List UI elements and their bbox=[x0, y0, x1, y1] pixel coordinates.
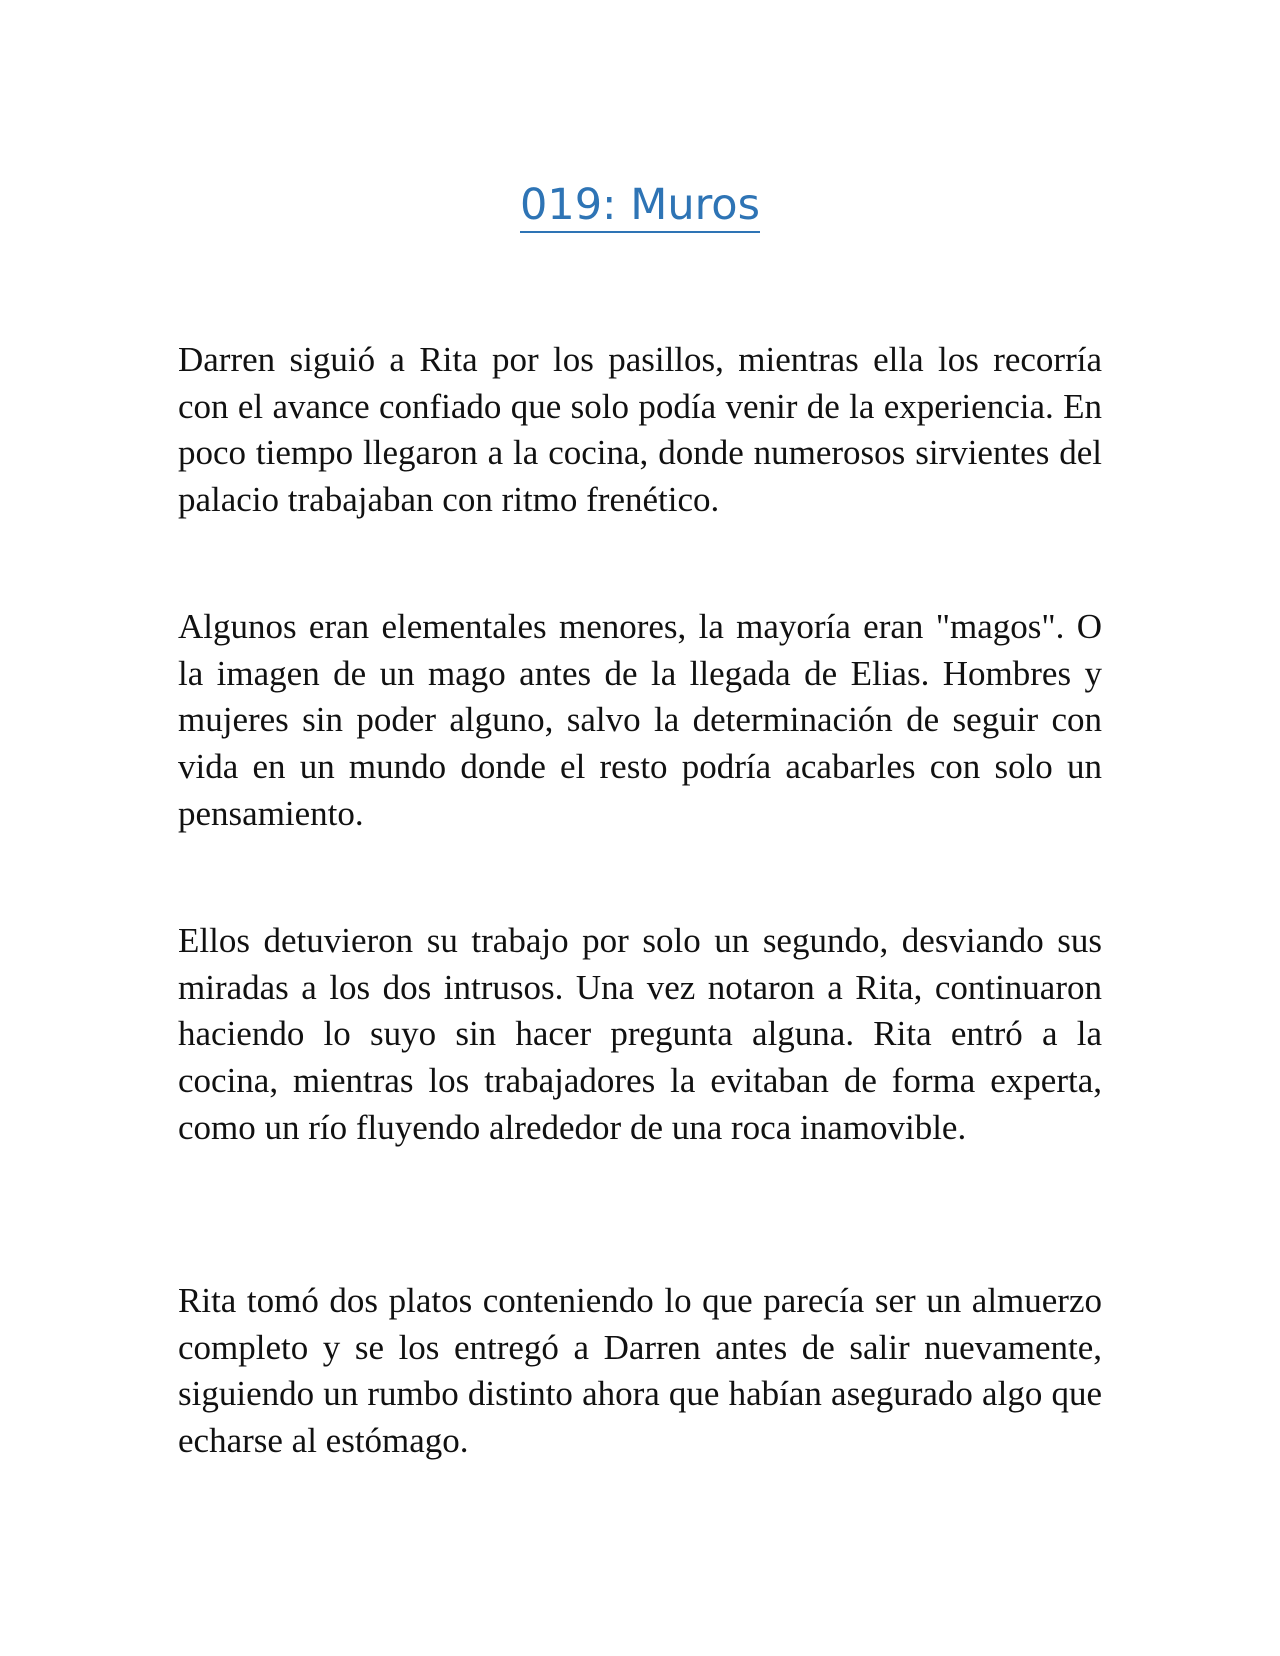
paragraph-4: Rita tomó dos platos conteniendo lo que parecía ser un almuerzo completo y se los entregó a Darren antes de salir nuevamente, siguiendo un rumbo distinto ahora que habían asegurado algo que echarse al estómago. bbox=[178, 1281, 1102, 1461]
paragraph-1: Darren siguió a Rita por los pasillos, mientras ella los recorría con el avance confiado que solo podía venir de la experiencia. En poco tiempo llegaron a la cocina, donde numerosos sirvientes del palacio trabajaban con ritmo frenético. bbox=[178, 340, 1102, 520]
paragraph-2: Algunos eran elementales menores, la mayoría eran "magos". O la imagen de un mago antes de la llegada de Elias. Hombres y mujeres sin poder alguno, salvo la determinación de seguir con vida en un mundo donde el resto podría acabarles con solo un pensamiento. bbox=[178, 607, 1102, 833]
chapter-title-text: 019: Muros bbox=[520, 180, 760, 233]
paragraph-3: Ellos detuvieron su trabajo por solo un segundo, desviando sus miradas a los dos intrusos. Una vez notaron a Rita, continuaron haciendo lo suyo sin hacer pregunta alguna. Rita entró a la cocina, mientras los trabajadores la evitaban de forma experta, como un río fluyendo alrededor de una roca inamovible. bbox=[178, 921, 1102, 1147]
chapter-title bbox=[0, 176, 1280, 234]
